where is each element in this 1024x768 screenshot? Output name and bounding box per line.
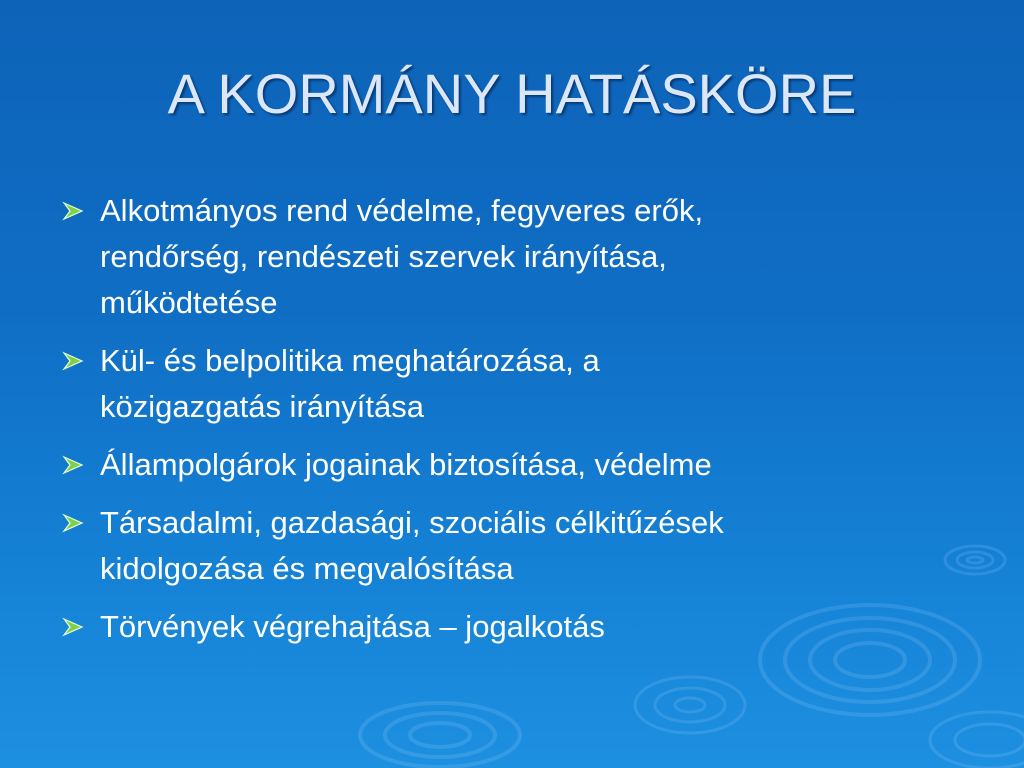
arrowhead-bullet-icon bbox=[62, 201, 84, 221]
bullet-text-line: Alkotmányos rend védelme, fegyveres erők, bbox=[100, 193, 704, 228]
bullet-text-line: Állampolgárok jogainak biztosítása, védelme bbox=[100, 447, 712, 482]
bullet-item bbox=[62, 442, 962, 488]
arrowhead-bullet-icon bbox=[62, 455, 84, 475]
bullet-text-line: Törvények végrehajtása – jogalkotás bbox=[100, 609, 605, 644]
bullet-text-line: rendőrség, rendészeti szervek irányítása, bbox=[100, 239, 667, 274]
bullet-text-line: Társadalmi, gazdasági, szociális célkitűzések bbox=[100, 505, 724, 540]
bullet-item bbox=[62, 604, 962, 650]
bullet-list bbox=[62, 188, 962, 662]
bullet-item bbox=[62, 338, 962, 430]
arrowhead-bullet-icon bbox=[62, 351, 84, 371]
bullet-text-line: kidolgozása és megvalósítása bbox=[100, 551, 514, 586]
bullet-text-line: működtetése bbox=[100, 285, 278, 320]
bullet-text-line: közigazgatás irányítása bbox=[100, 389, 424, 424]
bullet-item bbox=[62, 500, 962, 592]
arrowhead-bullet-icon bbox=[62, 617, 84, 637]
bullet-item bbox=[62, 188, 962, 326]
slide-title: A KORMÁNY HATÁSKÖRE bbox=[167, 62, 857, 125]
arrowhead-bullet-icon bbox=[62, 513, 84, 533]
bullet-text-line: Kül- és belpolitika meghatározása, a bbox=[100, 343, 600, 378]
